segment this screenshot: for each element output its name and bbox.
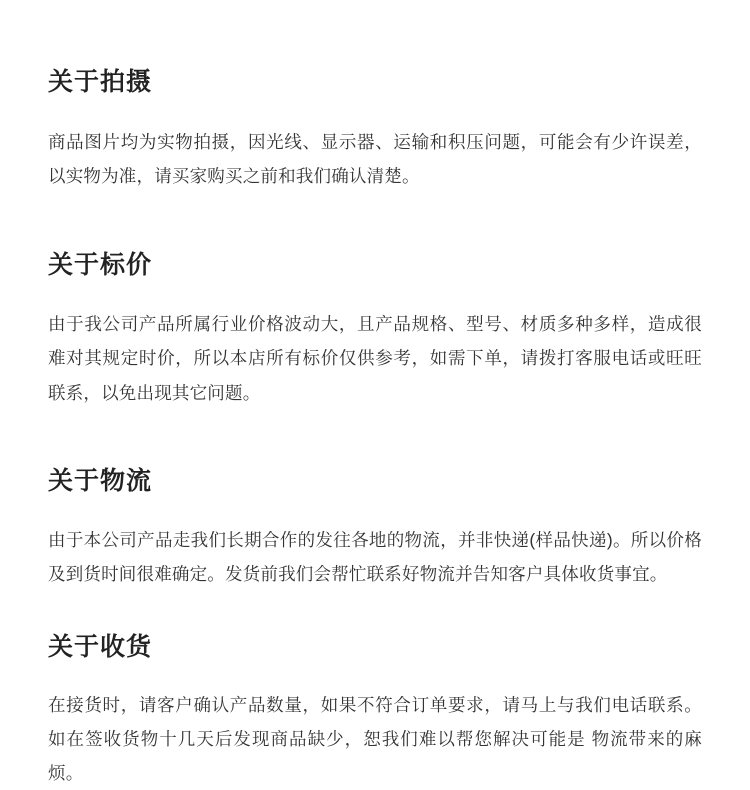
section-title: 关于物流 [48, 466, 153, 495]
section-body: 由于本公司产品走我们长期合作的发往各地的物流，并非快递(样品快递)。所以价格及到货时间很难确定。发货前我们会帮忙联系好物流并告知客户具体收货事宜。 [48, 530, 702, 585]
section-title: 关于拍摄 [48, 68, 153, 96]
section-title: 关于收货 [48, 633, 153, 662]
section-body: 商品图片均为实物拍摄，因光线、显示器、运输和积压问题，可能会有少许误差，以实物为准，请买家购买之前和我们确认清楚。 [48, 131, 702, 186]
section-body: 在接货时，请客户确认产品数量，如果不符合订单要求，请马上与我们电话联系。如在签收货物十几天后发现商品缺少，恕我们难以帮您解决可能是 物流带来的麻烦。 [48, 694, 702, 784]
section-title: 关于标价 [48, 250, 153, 279]
section-about-logistics [48, 410, 702, 592]
section-about-photography [48, 0, 702, 193]
section-body: 由于我公司产品所属行业价格波动大，且产品规格、型号、材质多种多样，造成很难对其规定时价，所以本店所有标价仅供参考，如需下单，请拨打客服电话或旺旺联系，以免出现其它问题。 [48, 314, 702, 403]
section-about-pricing [48, 193, 702, 410]
section-about-receiving [48, 591, 702, 790]
